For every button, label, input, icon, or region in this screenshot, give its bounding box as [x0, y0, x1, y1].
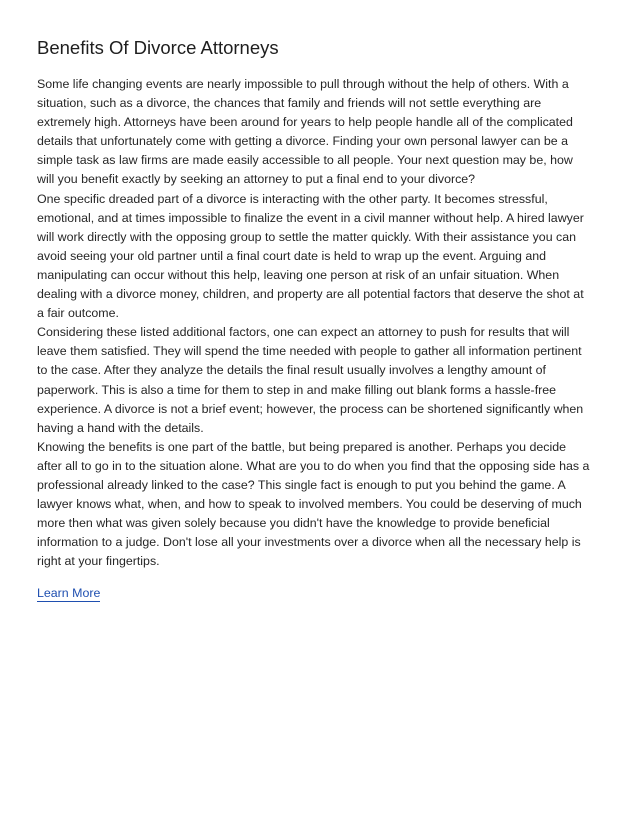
text-line: Knowing the benefits is one part of the battle, but being prepared is another. Perhaps you decide — [37, 439, 567, 454]
document-page — [37, 36, 599, 602]
text-line: emotional, and at times impossible to finalize the event in a civil manner without help. A hired lawyer — [37, 210, 584, 225]
text-line: situation, such as a divorce, the chances that family and friends will not settle everything are — [37, 96, 542, 111]
text-line: paperwork. This is also a time for them to step in and make filling out blank forms a hassle-free — [37, 382, 557, 397]
text-line: extremely high. Attorneys have been around for years to help people handle all of the complicated — [37, 115, 573, 130]
text-line: to the case. After they analyze the details the final result usually involves a lengthy amount of — [37, 363, 547, 378]
text-line: simple task as law firms are made easily accessible to all people. Your next question may be, how — [37, 153, 573, 168]
text-line: more then what was given solely because you didn't have the knowledge to provide beneficial — [37, 516, 550, 531]
text-line: manipulating can occur without this help, leaving one person at risk of an unfair situation. When — [37, 267, 560, 282]
text-line: avoid seeing your old partner until a final court date is held to wrap up the event. Arguing and — [37, 248, 547, 263]
text-line: leave them satisfied. They will spend the time needed with people to gather all information pertinent — [37, 344, 582, 359]
text-line: details that unfortunately come with getting a divorce. Finding your own personal lawyer can be a — [37, 134, 569, 149]
text-line: right at your fingertips. — [37, 554, 160, 569]
text-line: having a hand with the details. — [37, 420, 204, 435]
text-line: will you benefit exactly by seeking an attorney to put a final end to your divorce? — [37, 172, 476, 187]
learn-more-link[interactable]: Learn More — [37, 586, 101, 601]
text-line: will work directly with the opposing group to settle the matter quickly. With their assistance you can — [37, 229, 577, 244]
text-line: Some life changing events are nearly impossible to pull through without the help of others. With a — [37, 77, 569, 91]
document-title: Benefits Of Divorce Attorneys — [37, 37, 279, 58]
text-line: One specific dreaded part of a divorce is interacting with the other party. It becomes stressful, — [37, 191, 548, 206]
article-body — [37, 75, 599, 571]
text-line: experience. A divorce is not a brief event; however, the process can be shortened significantly when — [37, 401, 584, 416]
text-line: dealing with a divorce money, children, and property are all potential factors that deserve the shot at — [37, 287, 584, 302]
text-line: professional already linked to the case? This single fact is enough to put you behind the game. A — [37, 477, 566, 492]
text-line: information to a judge. Don't lose all your investments over a divorce when all the necessary help is — [37, 535, 581, 550]
text-line: a fair outcome. — [37, 306, 119, 321]
text-line: Considering these listed additional factors, one can expect an attorney to push for results that will — [37, 325, 570, 340]
text-line: after all to go in to the situation alone. What are you to do when you find that the opposing side has a — [37, 458, 590, 473]
text-line: lawyer knows what, when, and how to speak to involved members. You could be deserving of much — [37, 497, 582, 512]
